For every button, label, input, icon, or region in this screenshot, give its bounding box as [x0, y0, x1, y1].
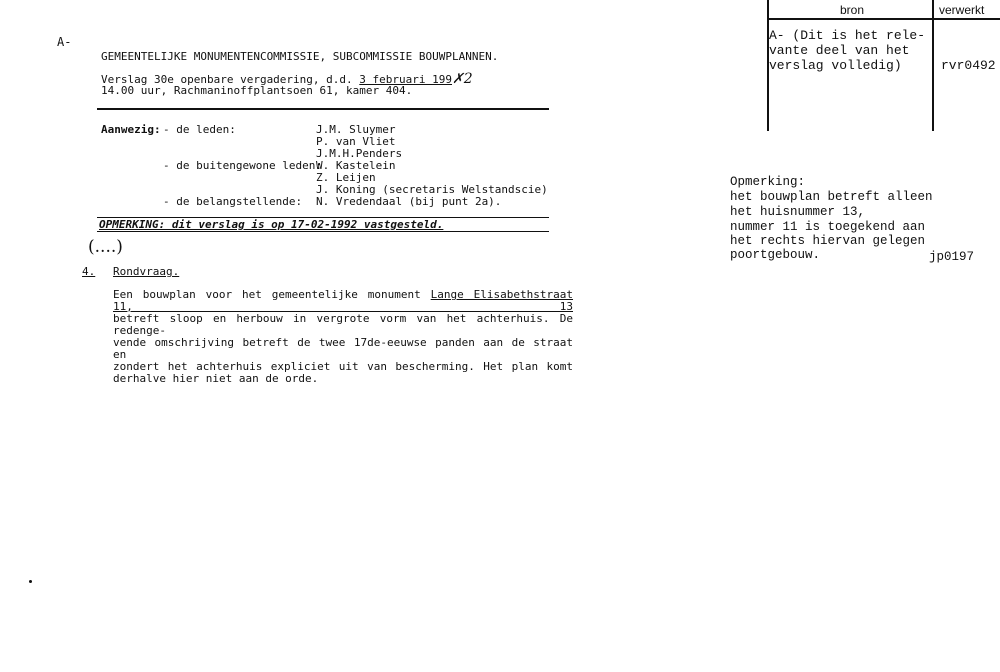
location-line: 14.00 uur, Rachmaninoffplantsoen 61, kamer 404. [101, 84, 413, 97]
handwritten-year: ✗2 [452, 71, 473, 87]
scan-dot [29, 580, 32, 583]
member-name: N. Vredendaal (bij punt 2a). [316, 195, 502, 208]
role-buitengewone: - de buitengewone leden: [163, 159, 322, 172]
section-number: 4. [82, 265, 96, 278]
remark-line: OPMERKING: dit verslag is op 17-02-1992 vastgesteld. [99, 218, 444, 231]
paragraph-line: derhalve hier niet aan de orde. [113, 372, 319, 385]
table-col-divider-full [932, 0, 934, 131]
bron-line: vante deel van het [769, 43, 910, 58]
col-verwerkt: verwerkt [939, 3, 985, 17]
role-belangstellende: - de belangstellende: [163, 195, 303, 208]
section-title: Rondvraag. [113, 265, 180, 278]
side-note-line: nummer 11 is toegekend aan [730, 220, 926, 234]
side-note-line: het bouwplan betreft alleen [730, 190, 933, 204]
side-note-heading: Opmerking: [730, 175, 806, 189]
member-name: Z. Leijen [316, 171, 376, 184]
member-name: P. van Vliet [316, 135, 396, 148]
paragraph-line: betreft sloop en herbouw in vergrote vorm van het achterhuis. De redenge- [113, 312, 573, 337]
paragraph-line: vende omschrijving betreft de twee 17de-eeuwse panden aan de straat en [113, 336, 573, 361]
paragraph-line-1: Een bouwplan voor het gemeentelijke monument Lange Elisabethstraat 11, 13 [113, 288, 574, 313]
letter-mark: A- [57, 35, 72, 49]
member-name: W. Kastelein [316, 159, 396, 172]
side-note-line: het rechts hiervan gelegen [730, 234, 926, 248]
paragraph-line: zondert het achterhuis expliciet uit van bescherming. Het plan komt [113, 360, 573, 373]
ellipsis-mark: (....) [88, 237, 123, 257]
source-table [767, 0, 1000, 131]
role-leden: - de leden: [163, 123, 236, 136]
table-header-rule [767, 18, 1000, 20]
side-note-line: het huisnummer 13, [730, 205, 866, 219]
header-divider [97, 108, 549, 110]
meeting-text: Verslag 30e openbare vergadering, d.d. [101, 73, 353, 86]
member-name: J.M.H.Penders [316, 147, 403, 160]
side-note-code: jp0197 [929, 250, 975, 264]
member-name: J. Koning (secretaris Welstandscie) [316, 183, 548, 196]
col-bron: bron [840, 3, 865, 17]
attendance-label: Aanwezig: [101, 123, 161, 136]
section-paragraph [113, 289, 573, 385]
committee-title: GEMEENTELIJKE MONUMENTENCOMMISSIE, SUBCOMMISSIE BOUWPLANNEN. [101, 50, 499, 63]
meeting-date: 3 februari 199 [359, 73, 453, 86]
address-link[interactable]: Lange Elisabethstraat 11, 13 [113, 288, 574, 313]
bron-line: verslag volledig) [769, 58, 902, 73]
side-note-line: poortgebouw. [730, 248, 821, 262]
bron-line: A- (Dit is het rele- [769, 28, 926, 43]
remark-bottom-rule [97, 231, 549, 232]
verwerkt-code: rvr0492 [941, 58, 996, 73]
member-name: J.M. Sluymer [316, 123, 396, 136]
